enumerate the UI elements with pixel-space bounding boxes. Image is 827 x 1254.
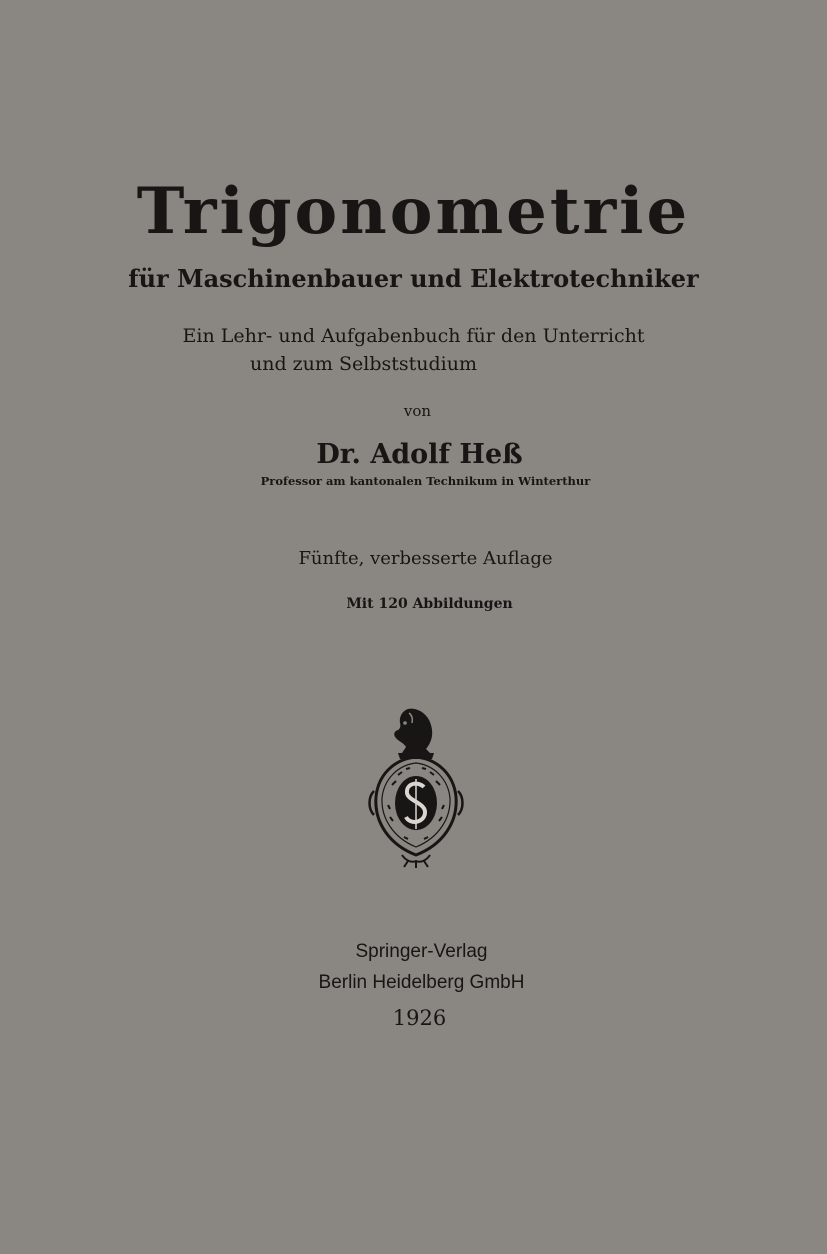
book-subtitle: für Maschinenbauer und Elektrotechniker	[128, 264, 699, 293]
publisher-name: Springer-Verlag	[355, 941, 488, 962]
publisher-location: Berlin Heidelberg GmbH	[318, 972, 525, 993]
by-label: von	[403, 402, 432, 420]
book-title: Trigonometrie	[136, 174, 691, 249]
description-line-2: und zum Selbststudium	[250, 353, 477, 375]
description-line-1: Ein Lehr- und Aufgabenbuch für den Unterricht	[182, 325, 645, 347]
author-affiliation: Professor am kantonalen Technikum in Winterthur	[260, 474, 591, 488]
springer-horse-emblem-icon	[368, 705, 464, 870]
illustrations-note: Mit 120 Abbildungen	[346, 596, 513, 612]
edition-statement: Fünfte, verbesserte Auflage	[298, 548, 553, 569]
publication-year: 1926	[392, 1006, 447, 1030]
author-name: Dr. Adolf Heß	[316, 439, 523, 470]
